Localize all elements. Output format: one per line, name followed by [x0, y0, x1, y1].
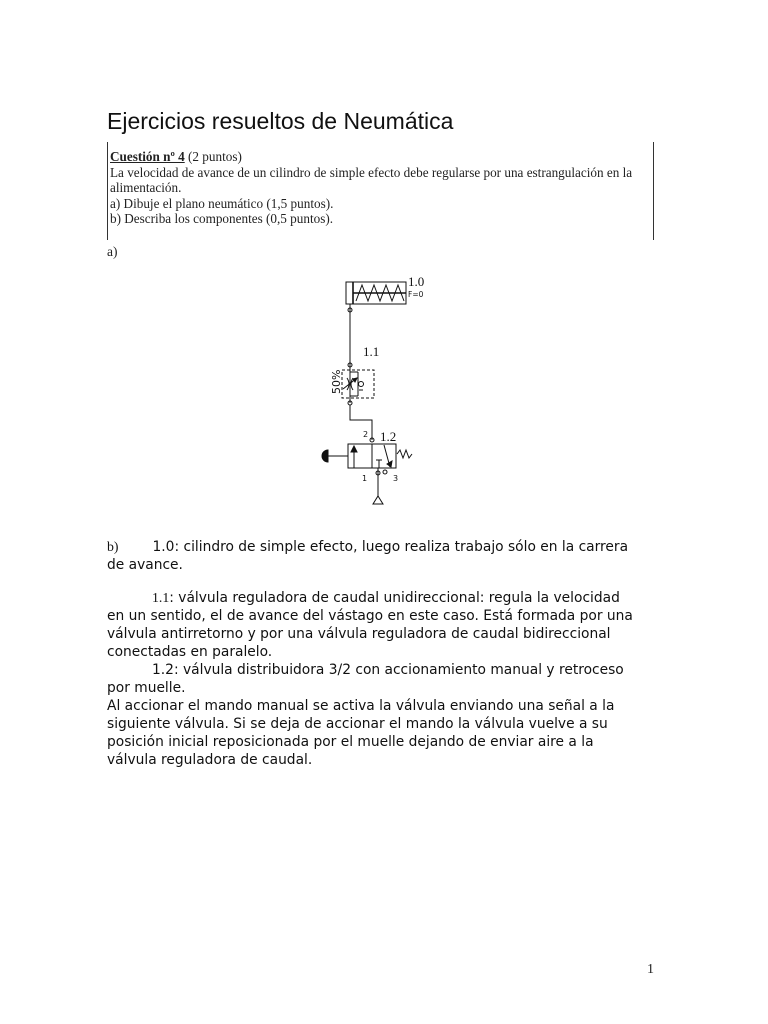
item-1-text: : cilindro de simple efecto, luego realiza trabajo sólo en la carrera — [174, 539, 629, 555]
question-left-border — [107, 142, 108, 240]
port-3-label: 3 — [393, 474, 399, 483]
question-item-b: b) Describa los componentes (0,5 puntos). — [110, 211, 334, 227]
item-2-line-3: válvula antirretorno y por una válvula reguladora de caudal bidireccional — [107, 626, 611, 642]
port-2-label: 2 — [363, 430, 369, 439]
item-4-line-4: válvula reguladora de caudal. — [107, 752, 313, 768]
push-button-icon — [322, 450, 328, 462]
percent-label: 50% — [330, 369, 343, 394]
dir-valve-port-3 — [383, 470, 387, 474]
item-2-line-2: en un sentido, el de avance del vástago en este caso. Está formada por una — [107, 608, 633, 624]
part-b-item-2 — [107, 589, 667, 769]
dir-valve-label: 1.2 — [380, 429, 397, 444]
item-3-text: : válvula distribuidora 3/2 con accionamiento manual y retroceso — [173, 662, 624, 678]
page-number: 1 — [647, 962, 654, 977]
item-2-code: 1.1 — [152, 590, 170, 605]
pneumatic-diagram — [320, 270, 440, 515]
item-2-line-4: conectadas en paralelo. — [107, 644, 273, 660]
supply-line-bottom — [350, 405, 372, 440]
flow-control-valve-symbol — [342, 365, 374, 403]
item-2-text: : válvula reguladora de caudal unidireccional: regula la velocidad — [169, 590, 620, 606]
item-1-code: 1.0 — [152, 539, 175, 555]
part-b-label: b) — [107, 539, 119, 554]
port-1-label: 1 — [362, 474, 368, 483]
item-4-line-2: siguiente válvula. Si se deja de accionar el mando la válvula vuelve a su — [107, 716, 608, 732]
question-item-a: a) Dibuje el plano neumático (1,5 puntos). — [110, 195, 334, 211]
question-line-1: La velocidad de avance de un cilindro de simple efecto debe regularse por una estrangulación en la — [110, 164, 633, 180]
item-3-line-2: por muelle. — [107, 680, 186, 696]
item-1-continuation: de avance. — [107, 557, 183, 573]
item-4-line-1: Al accionar el mando manual se activa la válvula enviando una señal a la — [107, 698, 615, 714]
question-label: Cuestión nº 4 — [110, 149, 185, 164]
part-b-item-1 — [107, 538, 667, 574]
cylinder-symbol — [346, 282, 406, 304]
part-a-label: a) — [107, 244, 118, 259]
flow-valve-label: 1.1 — [363, 344, 380, 359]
item-4-line-3: posición inicial reposicionada por el muelle dejando de enviar aire a la — [107, 734, 594, 750]
question-box — [107, 140, 653, 240]
directional-valve-symbol — [322, 444, 412, 468]
pressure-source-icon — [373, 496, 383, 504]
item-3-code: 1.2 — [152, 662, 174, 678]
question-points: (2 puntos) — [188, 149, 242, 164]
question-header — [110, 149, 656, 165]
force-label: F=0 — [408, 290, 424, 299]
question-line-2: alimentación. — [110, 180, 182, 196]
page-title: Ejercicios resueltos de Neumática — [107, 108, 454, 134]
cylinder-label: 1.0 — [408, 274, 425, 289]
